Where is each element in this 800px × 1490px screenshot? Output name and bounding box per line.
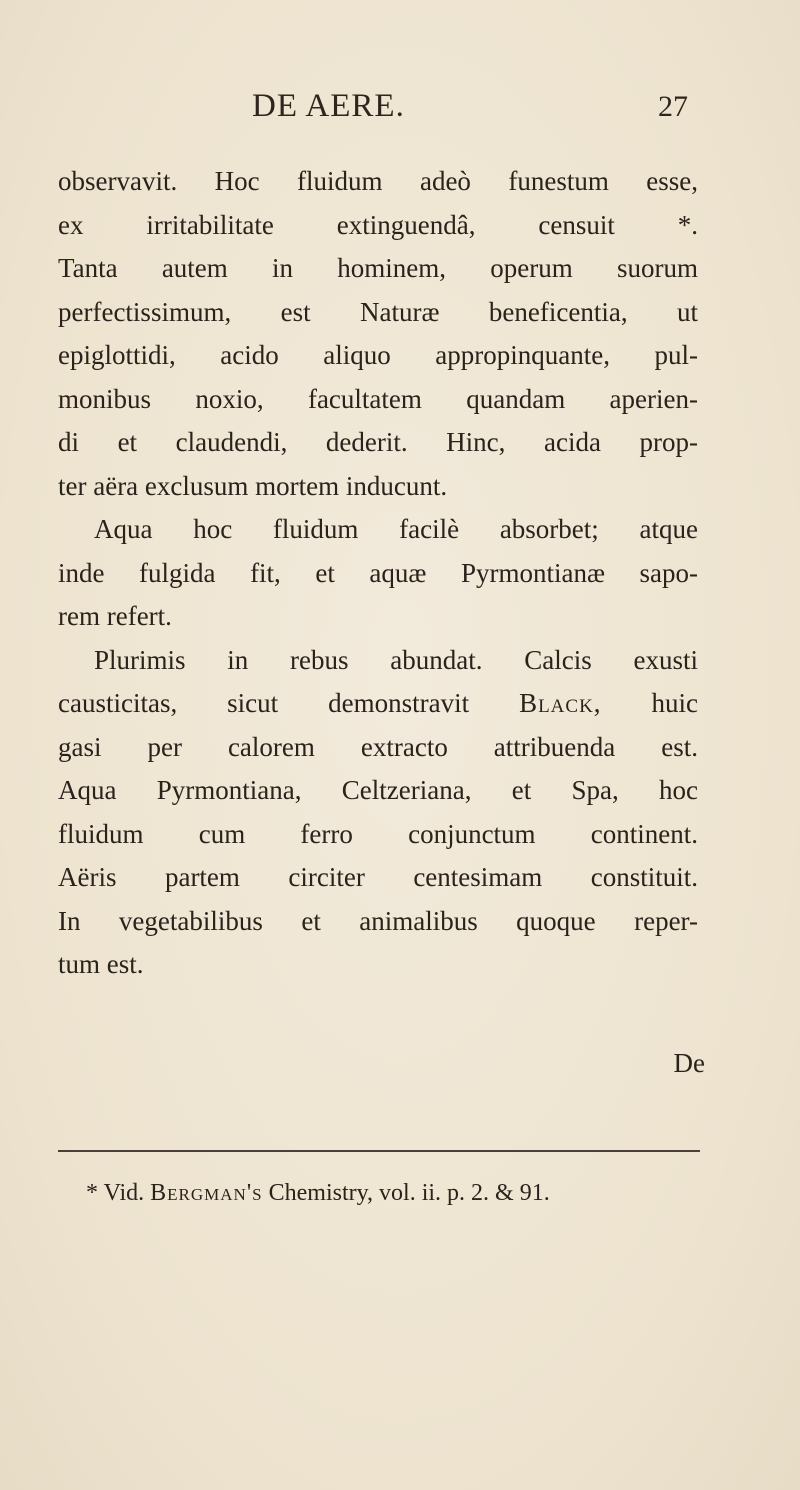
catchword: De bbox=[673, 1048, 705, 1078]
text-line: Plurimis in rebus abundat. Calcis exusti bbox=[94, 644, 698, 675]
text-line: monibus noxio, facultatem quandam aperien- bbox=[58, 383, 698, 414]
text-line: Aëris partem circiter centesimam constituit. bbox=[58, 862, 698, 892]
footnote bbox=[86, 1180, 550, 1207]
footnote-prefix: Vid. bbox=[103, 1180, 145, 1206]
body-text bbox=[58, 160, 698, 987]
text-line-black bbox=[58, 682, 698, 726]
text-line: fluidum cum ferro conjunctum continent. bbox=[58, 818, 698, 849]
text-line: observavit. Hoc fluidum adeò funestum esse, bbox=[58, 166, 698, 196]
page-header bbox=[200, 88, 700, 138]
text-line: perfectissimum, est Naturæ beneficentia, ut bbox=[58, 296, 698, 327]
text-line: Aqua Pyrmontiana, Celtzeriana, et Spa, hoc bbox=[58, 775, 698, 805]
text-line: inde fulgida fit, et aquæ Pyrmontianæ sapo- bbox=[58, 557, 698, 588]
text-line: tum est. bbox=[58, 949, 144, 979]
text-line: Aqua hoc fluidum facilè absorbet; atque bbox=[94, 514, 698, 544]
text-line: rem refert. bbox=[58, 601, 172, 631]
text-line: ter aëra exclusum mortem inducunt. bbox=[58, 470, 448, 501]
text-line: epiglottidi, acido aliquo appropinquante, pul- bbox=[58, 340, 698, 370]
text-segment: causticitas, sicut demonstravit bbox=[58, 688, 470, 718]
footnote-rest: Chemistry, vol. ii. p. 2. & 91. bbox=[268, 1180, 550, 1206]
text-segment: huic bbox=[651, 688, 699, 718]
page-number: 27 bbox=[658, 90, 688, 123]
text-line: ex irritabilitate extinguendâ, censuit *. bbox=[58, 209, 698, 240]
text-line: di et claudendi, dederit. Hinc, acida prop- bbox=[58, 427, 698, 457]
name-black: Black, bbox=[519, 688, 602, 718]
text-line: Tanta autem in hominem, operum suorum bbox=[58, 253, 698, 283]
running-head: DE AERE. bbox=[252, 88, 405, 124]
text-line: In vegetabilibus et animalibus quoque reper- bbox=[58, 905, 698, 936]
footnote-author: Bergman's bbox=[150, 1180, 263, 1206]
footnote-rule bbox=[58, 1150, 700, 1152]
footnote-marker: * bbox=[86, 1180, 98, 1206]
text-line: gasi per calorem extracto attribuenda est. bbox=[58, 731, 698, 762]
